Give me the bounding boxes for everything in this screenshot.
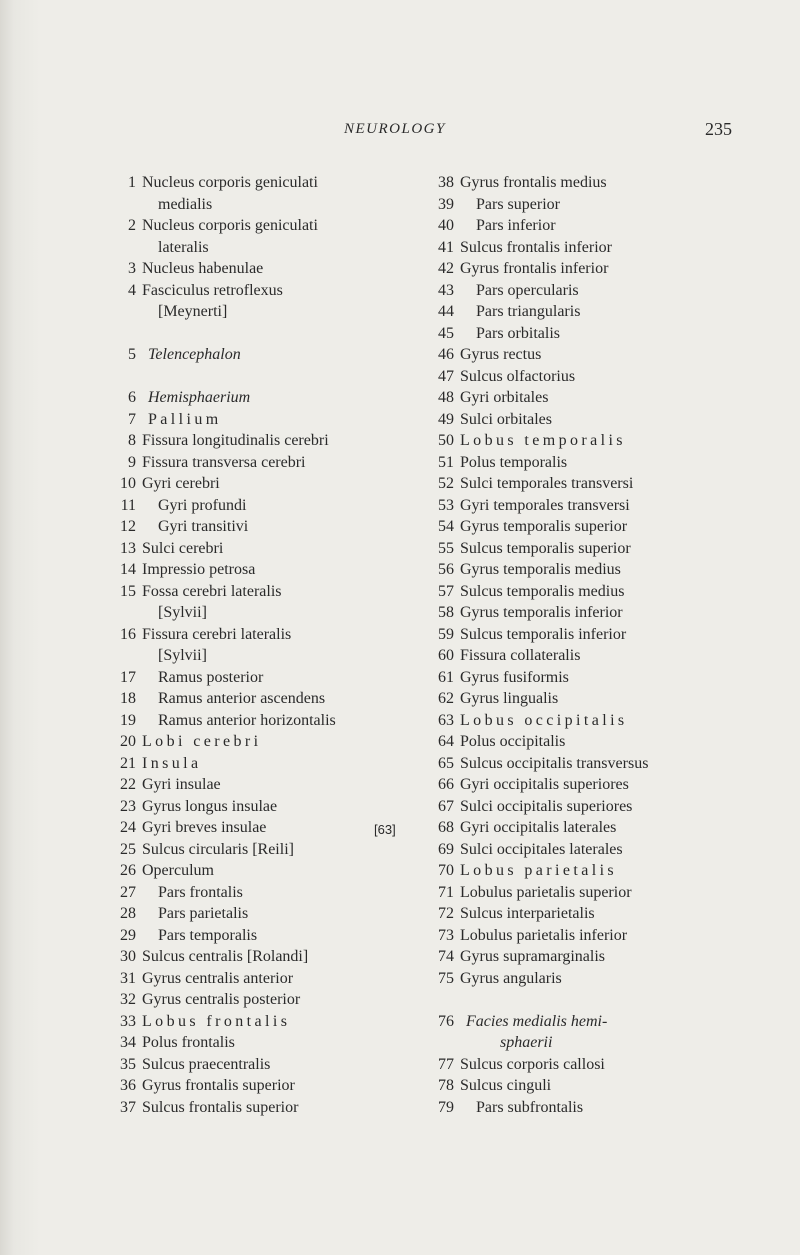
entry-number: 65 xyxy=(438,754,454,772)
index-entry xyxy=(110,258,440,280)
entry-number: 63 xyxy=(438,711,454,729)
entry-term: Sulci occipitalis superiores xyxy=(460,797,633,815)
entry-term: Sulci cerebri xyxy=(142,539,224,557)
index-entry xyxy=(110,559,440,581)
entry-term: Gyrus fusiformis xyxy=(460,668,569,686)
entry-number: 66 xyxy=(438,776,454,793)
entry-term: Lobus occipitalis xyxy=(460,711,628,729)
right-column xyxy=(428,172,788,1118)
index-entry xyxy=(110,430,440,452)
entry-term: Sulci temporales transversi xyxy=(460,475,634,492)
index-entry xyxy=(110,1054,440,1076)
entry-number: 30 xyxy=(120,948,136,965)
entry-number: 56 xyxy=(438,561,454,578)
running-head: NEUROLOGY xyxy=(344,121,446,137)
entry-term: Pallium xyxy=(148,410,222,428)
entry-term: Pars orbitalis xyxy=(476,324,560,342)
index-entry xyxy=(110,194,440,216)
page-header xyxy=(0,121,800,145)
entry-number: 7 xyxy=(128,410,136,428)
index-entry xyxy=(110,925,440,947)
entry-number: 15 xyxy=(120,582,136,600)
entry-term: Lobi cerebri xyxy=(142,733,262,750)
entry-number: 28 xyxy=(120,905,136,922)
index-entry xyxy=(428,237,788,259)
entry-term: Sulcus frontalis inferior xyxy=(460,238,612,256)
index-entry xyxy=(428,215,788,237)
index-entry xyxy=(428,1011,788,1033)
entry-number: 53 xyxy=(438,496,454,514)
index-entry xyxy=(110,1097,440,1119)
entry-term: Polus frontalis xyxy=(142,1034,235,1051)
entry-term: Sulcus centralis [Rolandi] xyxy=(142,948,309,965)
entry-number: 36 xyxy=(120,1077,136,1094)
entry-spacer xyxy=(428,989,788,1011)
entry-term: Gyri occipitalis superiores xyxy=(460,776,629,793)
index-entry xyxy=(428,817,788,839)
index-entry xyxy=(428,473,788,495)
entry-term: Telencephalon xyxy=(148,346,241,363)
entry-number: 14 xyxy=(120,561,136,578)
entry-term: Polus occipitalis xyxy=(460,733,566,750)
entry-term: lateralis xyxy=(158,238,209,256)
index-entry xyxy=(428,925,788,947)
entry-number: 8 xyxy=(128,432,136,449)
entry-number: 13 xyxy=(120,539,136,557)
index-entry xyxy=(428,624,788,646)
entry-term: Sulcus temporalis superior xyxy=(460,539,631,557)
entry-term: Sulci orbitales xyxy=(460,410,552,428)
entry-term: Gyrus temporalis inferior xyxy=(460,604,623,621)
index-entry xyxy=(428,194,788,216)
index-entry xyxy=(428,344,788,366)
entry-number: 51 xyxy=(438,453,454,471)
entry-number: 57 xyxy=(438,582,454,600)
entry-term: Sulcus interparietalis xyxy=(460,905,595,922)
entry-number: 40 xyxy=(438,217,454,234)
entry-number: 47 xyxy=(438,367,454,385)
entry-number: 77 xyxy=(438,1055,454,1073)
entry-term: Sulcus frontalis superior xyxy=(142,1098,299,1116)
index-entry xyxy=(428,301,788,323)
entry-term: Pars subfrontalis xyxy=(476,1098,584,1116)
entry-number: 49 xyxy=(438,410,454,428)
entry-number: 54 xyxy=(438,518,454,535)
entry-number: 38 xyxy=(438,174,454,191)
index-entry xyxy=(110,796,440,818)
entry-term: [Meynerti] xyxy=(158,303,228,320)
index-entry xyxy=(110,280,440,302)
entry-term: Fossa cerebri lateralis xyxy=(142,582,282,600)
entry-term: Gyrus lingualis xyxy=(460,690,559,707)
entry-term: Gyri occipitalis laterales xyxy=(460,819,617,836)
index-entry xyxy=(110,387,440,409)
plate-label: [63] xyxy=(374,822,396,837)
entry-term: Lobus frontalis xyxy=(142,1012,291,1030)
entry-term: Gyrus centralis anterior xyxy=(142,969,294,987)
entry-number: 34 xyxy=(120,1034,136,1051)
entry-term: Sulcus cinguli xyxy=(460,1077,552,1094)
index-entry xyxy=(110,602,440,624)
entry-term: Gyri cerebri xyxy=(142,475,220,492)
entry-term: Sulcus temporalis medius xyxy=(460,582,625,600)
index-entry xyxy=(110,1011,440,1033)
entry-number: 58 xyxy=(438,604,454,621)
entry-term: Pars superior xyxy=(476,195,560,213)
entry-number: 17 xyxy=(120,668,136,686)
entry-term: Sulci occipitales laterales xyxy=(460,840,623,858)
entry-term: [Sylvii] xyxy=(158,604,207,621)
entry-term: Gyrus temporalis medius xyxy=(460,561,621,578)
index-entry xyxy=(428,258,788,280)
entry-term: Gyri profundi xyxy=(158,496,247,514)
entry-number: 64 xyxy=(438,733,454,750)
entry-term: Pars frontalis xyxy=(158,883,243,901)
entry-term: Facies medialis hemi- xyxy=(466,1012,608,1030)
entry-term: Lobulus parietalis superior xyxy=(460,883,632,901)
entry-term: Gyrus angularis xyxy=(460,969,562,987)
index-entry xyxy=(428,946,788,968)
entry-number: 78 xyxy=(438,1077,454,1094)
index-entry xyxy=(428,452,788,474)
index-entry xyxy=(428,903,788,925)
index-entry xyxy=(428,430,788,452)
entry-term: Lobus parietalis xyxy=(460,862,618,879)
entry-number: 52 xyxy=(438,475,454,492)
entry-spacer xyxy=(110,366,440,388)
index-entry xyxy=(110,860,440,882)
entry-term: Sulcus olfactorius xyxy=(460,367,576,385)
entry-number: 46 xyxy=(438,346,454,363)
entry-number: 55 xyxy=(438,539,454,557)
entry-term: Hemisphaerium xyxy=(148,389,251,406)
index-entry xyxy=(428,559,788,581)
entry-number: 73 xyxy=(438,926,454,944)
index-entry xyxy=(110,344,440,366)
entry-number: 68 xyxy=(438,819,454,836)
entry-number: 9 xyxy=(128,453,136,471)
entry-number: 24 xyxy=(120,819,136,836)
entry-term: Ramus anterior horizontalis xyxy=(158,711,336,729)
entry-number: 6 xyxy=(128,389,136,406)
index-entry xyxy=(110,215,440,237)
entry-number: 25 xyxy=(120,840,136,858)
entry-term: Impressio petrosa xyxy=(142,561,256,578)
entry-number: 33 xyxy=(120,1012,136,1030)
entry-number: 31 xyxy=(120,969,136,987)
left-column xyxy=(110,172,440,1118)
index-entry xyxy=(110,968,440,990)
index-entry xyxy=(428,602,788,624)
entry-number: 43 xyxy=(438,281,454,299)
index-entry xyxy=(110,624,440,646)
entry-number: 4 xyxy=(128,281,136,299)
entry-spacer xyxy=(110,323,440,345)
entry-term: [Sylvii] xyxy=(158,647,207,664)
entry-term: Gyri insulae xyxy=(142,776,221,793)
index-entry xyxy=(428,538,788,560)
entry-number: 11 xyxy=(120,496,136,514)
entry-term: Lobus temporalis xyxy=(460,432,626,449)
index-entry xyxy=(428,860,788,882)
entry-term: Gyrus temporalis superior xyxy=(460,518,628,535)
index-entry xyxy=(428,409,788,431)
entry-term: sphaerii xyxy=(500,1034,553,1051)
entry-term: Gyrus centralis posterior xyxy=(142,991,301,1008)
entry-term: Pars inferior xyxy=(476,217,556,234)
entry-term: Gyri temporales transversi xyxy=(460,496,630,514)
entry-number: 10 xyxy=(120,475,136,492)
entry-number: 1 xyxy=(128,174,136,191)
entry-number: 20 xyxy=(120,733,136,750)
entry-term: Nucleus habenulae xyxy=(142,260,264,277)
entry-number: 76 xyxy=(438,1012,454,1030)
entry-number: 69 xyxy=(438,840,454,858)
index-entry xyxy=(428,172,788,194)
entry-number: 27 xyxy=(120,883,136,901)
index-entry xyxy=(110,516,440,538)
index-entry xyxy=(428,645,788,667)
entry-number: 22 xyxy=(120,776,136,793)
entry-term: Ramus posterior xyxy=(158,668,264,686)
entry-number: 21 xyxy=(120,754,136,772)
entry-term: Polus temporalis xyxy=(460,453,568,471)
index-entry xyxy=(428,366,788,388)
index-entry xyxy=(110,645,440,667)
entry-term: Fissura transversa cerebri xyxy=(142,453,306,471)
entry-term: Lobulus parietalis inferior xyxy=(460,926,628,944)
entry-number: 19 xyxy=(120,711,136,729)
entry-term: Ramus anterior ascendens xyxy=(158,690,326,707)
index-entry xyxy=(428,774,788,796)
entry-term: Fissura cerebri lateralis xyxy=(142,625,292,643)
index-entry xyxy=(110,667,440,689)
entry-term: Insula xyxy=(142,754,202,772)
entry-term: Sulcus occipitalis transversus xyxy=(460,754,649,772)
index-entry xyxy=(428,882,788,904)
entry-term: Gyrus frontalis superior xyxy=(142,1077,295,1094)
entry-number: 3 xyxy=(128,260,136,277)
entry-term: Nucleus corporis geniculati xyxy=(142,174,318,191)
entry-number: 67 xyxy=(438,797,454,815)
entry-term: Sulcus circularis [Reili] xyxy=(142,840,294,858)
page-number: 235 xyxy=(705,119,732,139)
index-entry xyxy=(110,581,440,603)
entry-term: Gyri transitivi xyxy=(158,518,249,535)
index-entry xyxy=(428,495,788,517)
entry-term: Gyri breves insulae xyxy=(142,819,267,836)
index-entry xyxy=(110,774,440,796)
entry-number: 41 xyxy=(438,238,454,256)
entry-term: Operculum xyxy=(142,862,214,879)
index-entry xyxy=(110,731,440,753)
entry-term: Fissura collateralis xyxy=(460,647,581,664)
index-entry xyxy=(428,688,788,710)
entry-term: Sulcus corporis callosi xyxy=(460,1055,605,1073)
entry-number: 18 xyxy=(120,690,136,707)
index-entry xyxy=(428,1075,788,1097)
index-entry xyxy=(428,968,788,990)
index-entry xyxy=(110,903,440,925)
entry-term: Pars triangularis xyxy=(476,303,581,320)
index-entry xyxy=(110,688,440,710)
entry-term: Gyrus longus insulae xyxy=(142,797,278,815)
index-entry xyxy=(428,280,788,302)
index-entry xyxy=(428,581,788,603)
index-entry xyxy=(110,710,440,732)
entry-number: 62 xyxy=(438,690,454,707)
entry-number: 2 xyxy=(128,217,136,234)
entry-number: 71 xyxy=(438,883,454,901)
index-entry xyxy=(428,1054,788,1076)
entry-number: 74 xyxy=(438,948,454,965)
index-entry xyxy=(428,839,788,861)
entry-number: 61 xyxy=(438,668,454,686)
entry-number: 23 xyxy=(120,797,136,815)
index-entry xyxy=(428,753,788,775)
index-entry xyxy=(428,796,788,818)
entry-number: 35 xyxy=(120,1055,136,1073)
entry-term: Sulcus temporalis inferior xyxy=(460,625,627,643)
entry-term: Gyrus supramarginalis xyxy=(460,948,606,965)
index-entry xyxy=(428,710,788,732)
entry-term: Fissura longitudinalis cerebri xyxy=(142,432,329,449)
entry-number: 45 xyxy=(438,324,454,342)
entry-term: Gyri orbitales xyxy=(460,389,549,406)
index-entry xyxy=(428,387,788,409)
index-entry xyxy=(110,301,440,323)
index-entry xyxy=(110,172,440,194)
entry-number: 50 xyxy=(438,432,454,449)
index-entry xyxy=(110,452,440,474)
entry-number: 16 xyxy=(120,625,136,643)
entry-number: 42 xyxy=(438,260,454,277)
entry-number: 60 xyxy=(438,647,454,664)
index-entry xyxy=(428,1032,788,1054)
index-entry xyxy=(110,538,440,560)
entry-number: 12 xyxy=(120,518,136,535)
entry-number: 26 xyxy=(120,862,136,879)
index-entry xyxy=(110,989,440,1011)
index-entry xyxy=(110,495,440,517)
entry-number: 79 xyxy=(438,1098,454,1116)
entry-term: Pars parietalis xyxy=(158,905,249,922)
index-entry xyxy=(110,409,440,431)
index-entry xyxy=(428,1097,788,1119)
index-entry xyxy=(428,516,788,538)
entry-term: Gyrus rectus xyxy=(460,346,542,363)
index-entry xyxy=(110,946,440,968)
entry-number: 59 xyxy=(438,625,454,643)
entry-number: 5 xyxy=(128,346,136,363)
index-entry xyxy=(110,1075,440,1097)
entry-number: 37 xyxy=(120,1098,136,1116)
entry-number: 29 xyxy=(120,926,136,944)
entry-number: 48 xyxy=(438,389,454,406)
entry-term: medialis xyxy=(158,195,213,213)
entry-term: Pars temporalis xyxy=(158,926,258,944)
entry-number: 72 xyxy=(438,905,454,922)
index-entry xyxy=(110,839,440,861)
index-entry xyxy=(428,323,788,345)
entry-number: 70 xyxy=(438,862,454,879)
entry-term: Fasciculus retroflexus xyxy=(142,281,283,299)
entry-term: Gyrus frontalis inferior xyxy=(460,260,609,277)
index-entry xyxy=(110,473,440,495)
entry-number: 32 xyxy=(120,991,136,1008)
index-entry xyxy=(428,731,788,753)
entry-number: 39 xyxy=(438,195,454,213)
entry-term: Pars opercularis xyxy=(476,281,579,299)
entry-term: Gyrus frontalis medius xyxy=(460,174,607,191)
index-entry xyxy=(110,1032,440,1054)
index-entry xyxy=(428,667,788,689)
index-entry xyxy=(110,237,440,259)
entry-number: 75 xyxy=(438,969,454,987)
entry-term: Sulcus praecentralis xyxy=(142,1055,271,1073)
entry-number: 44 xyxy=(438,303,454,320)
index-entry xyxy=(110,753,440,775)
index-entry xyxy=(110,882,440,904)
entry-term: Nucleus corporis geniculati xyxy=(142,217,318,234)
